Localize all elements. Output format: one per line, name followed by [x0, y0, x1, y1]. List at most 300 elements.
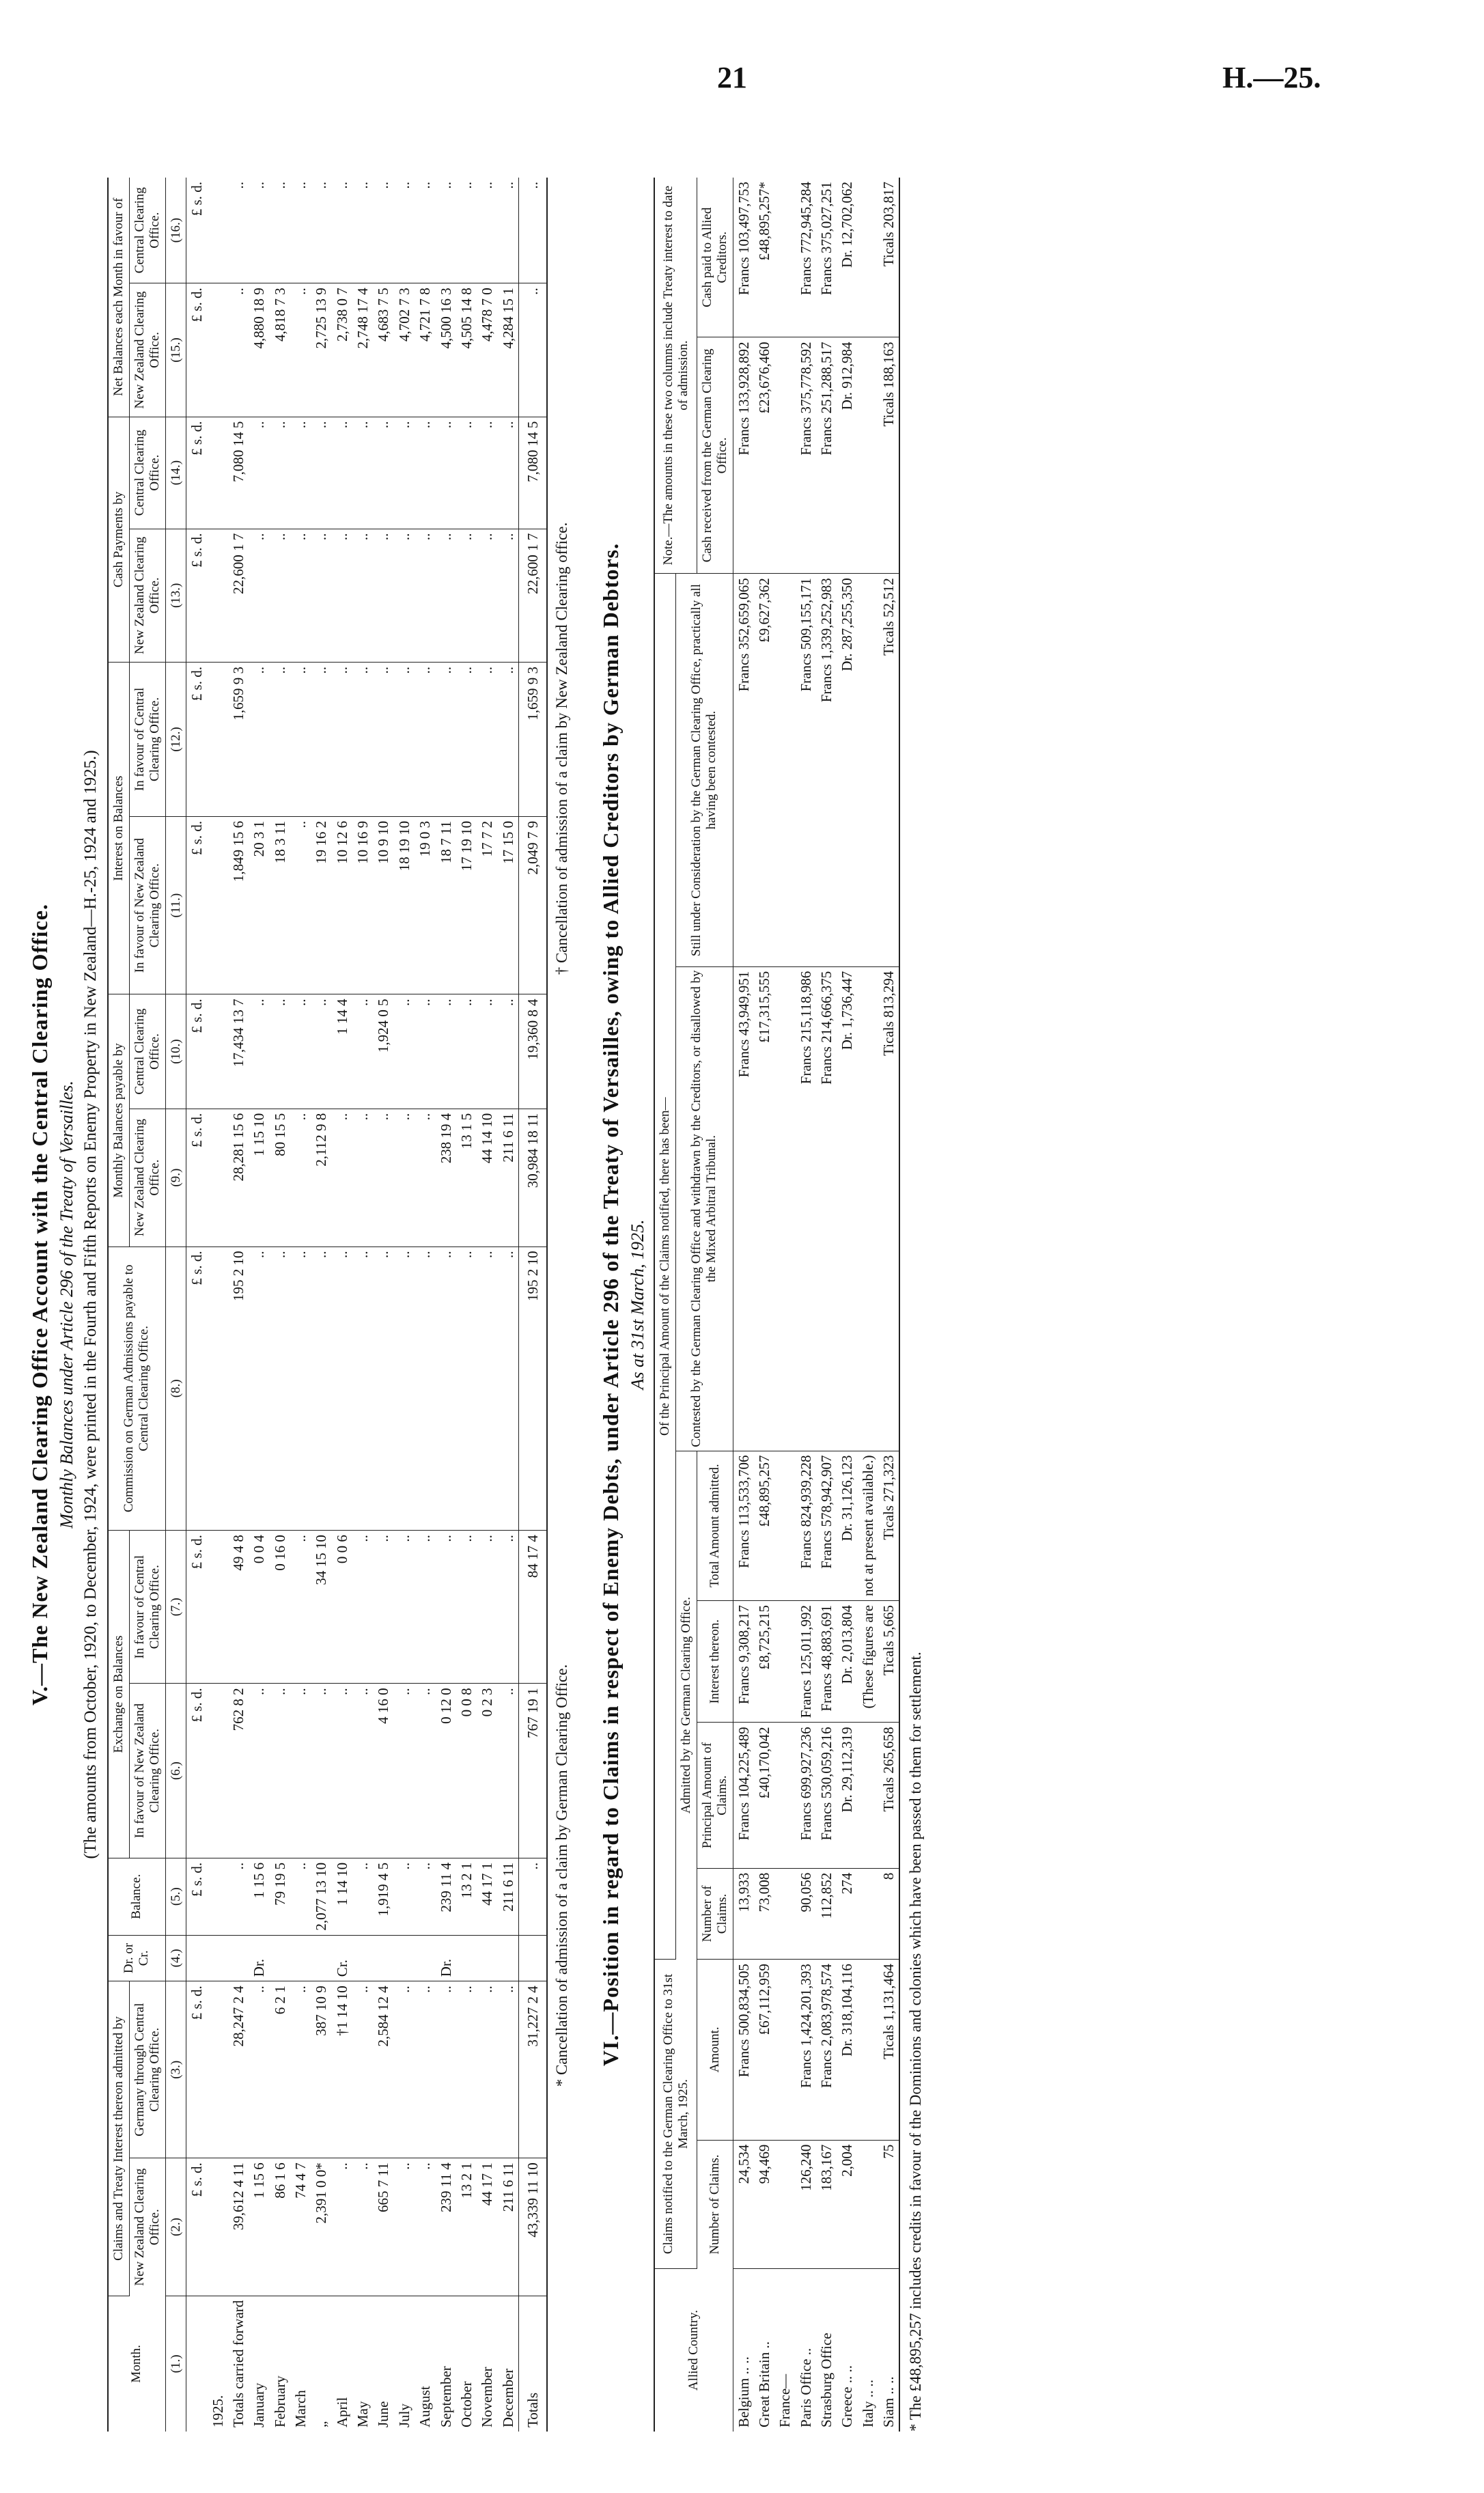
amount-cell: 19 16 2 [311, 816, 331, 994]
amount-cell: .. [311, 663, 331, 817]
total-cell: 22,600 1 7 [518, 529, 547, 662]
paid-cell: £48,895,257* [754, 178, 774, 337]
amount-cell: 44 17 1 [477, 2158, 497, 2296]
total-cell [518, 1935, 547, 1981]
contested-cell [858, 966, 878, 1451]
amount-cell: .. [332, 1684, 352, 1858]
amount-cell: .. [436, 529, 456, 662]
col-number-14: (14.) [165, 417, 186, 529]
amount-cell: 4,721 7 8 [415, 283, 435, 417]
amount-cell: 49 4 8 [228, 1531, 249, 1684]
amount-cell: .. [373, 1109, 393, 1246]
amount-cell [477, 1935, 497, 1981]
net-group-header: Net Balances each Month in favour of [108, 178, 129, 417]
table-row [796, 178, 816, 2432]
adm-num-cell [774, 1868, 795, 1959]
col-month-header: Month. [108, 2296, 165, 2432]
amount-cell: .. [311, 994, 331, 1109]
amount-cell: .. [415, 178, 435, 283]
amount-cell: 86 1 6 [270, 2158, 290, 2296]
amount-cell: .. [249, 529, 269, 662]
unit-cell: £ s. d. [186, 994, 208, 1109]
amount-cell: 20 3 1 [249, 816, 269, 994]
amount-cell: .. [477, 1981, 497, 2158]
amount-cell: 1,919 4 5 [373, 1858, 393, 1935]
col-number-10: (10.) [165, 994, 186, 1109]
paid-cell: Francs 375,027,251 [816, 178, 837, 337]
amount-cell: Dr. [249, 1935, 269, 1981]
col-drcr-header: Dr. or Cr. [108, 1935, 165, 1981]
month-cell: January [251, 2382, 268, 2427]
col-10-header: Central Clearing Office. [129, 994, 165, 1109]
amount-cell: 2,077 13 10 [311, 1858, 331, 1935]
amount-cell: .. [498, 663, 519, 817]
amount-cell: 4,500 16 3 [436, 283, 456, 417]
amount-cell: .. [477, 178, 497, 283]
amount-cell: .. [311, 529, 331, 662]
total-cell: Francs 113,533,706 [733, 1451, 754, 1600]
col-9-header: New Zealand Clearing Office. [129, 1109, 165, 1246]
month-cell: Totals carried forward [230, 2300, 247, 2427]
col-number-3: (3.) [165, 1981, 186, 2158]
amount-cell: .. [456, 994, 477, 1109]
col-number-2: (2.) [165, 2158, 186, 2296]
amount-cell [208, 1246, 228, 1531]
paid-cell: Ticals 203,817 [878, 178, 899, 337]
total-cell: 2,049 7 9 [518, 816, 547, 994]
amount-cell: .. [477, 994, 497, 1109]
amount-cell: .. [228, 1858, 249, 1935]
amount-cell: 2,738 0 7 [332, 283, 352, 417]
section5-title: V.—The New Zealand Clearing Office Account with the Central Clearing Office. [27, 904, 52, 1705]
amount-cell: .. [249, 1981, 269, 2158]
unit-cell: £ s. d. [186, 529, 208, 662]
interest-cell: (These figures are [858, 1600, 878, 1722]
total-cell: not at present available.) [858, 1451, 878, 1600]
amount-cell: 17 15 0 [498, 816, 519, 994]
amount-cell: .. [270, 663, 290, 817]
num-cell: 183,167 [816, 2140, 837, 2268]
amount-cell: 13 1 5 [456, 1109, 477, 1246]
total-cell: £48,895,257 [754, 1451, 774, 1600]
amount-cell: .. [249, 663, 269, 817]
amount-cell: 1 14 10 [332, 1858, 352, 1935]
amount-cell: 34 15 10 [311, 1531, 331, 1684]
num-cell: 94,469 [754, 2140, 774, 2268]
amount-cell: 17 7 2 [477, 816, 497, 994]
amount-cell: 7,080 14 5 [228, 417, 249, 529]
amount-cell: 1,924 0 5 [373, 994, 393, 1109]
section5-subtitle: Monthly Balances under Article 296 of the Treaty of Versailles. [57, 1081, 76, 1529]
interest-cell: Francs 125,011,992 [796, 1600, 816, 1722]
unit-cell: £ s. d. [186, 2158, 208, 2296]
received-cell: Francs 375,778,592 [796, 337, 816, 574]
page-number: 21 [717, 61, 747, 94]
amount-cell: .. [249, 178, 269, 283]
amount-cell: .. [270, 178, 290, 283]
total-cell: Ticals 271,323 [878, 1451, 899, 1600]
section6-footnote: * The £48,895,257 includes credits in favour of the Dominions and colonies which have been passed to them for settlement. [907, 1652, 925, 2432]
adm-num-cell: 274 [837, 1868, 857, 1959]
country-cell: Greece .. .. [839, 2365, 856, 2427]
table-row [352, 178, 373, 2432]
amount-cell: .. [311, 417, 331, 529]
interest-cell: Francs 48,883,691 [816, 1600, 837, 1722]
amount-cell: 0 0 4 [249, 1531, 269, 1684]
paid-cell: Francs 103,497,753 [733, 178, 754, 337]
interest-cell: Francs 9,308,217 [733, 1600, 754, 1722]
amount-cell: .. [290, 529, 311, 662]
num-cell: 126,240 [796, 2140, 816, 2268]
amount-cell: .. [394, 1109, 415, 1246]
adm-num-cell: 73,008 [754, 1868, 774, 1959]
amount-cell [208, 663, 228, 817]
amount-cell: .. [332, 663, 352, 817]
col-number-12: (12.) [165, 663, 186, 817]
country-cell: Italy .. .. [859, 2380, 876, 2427]
amount-cell: .. [352, 1246, 373, 1531]
amount-cell: 17 19 10 [456, 816, 477, 994]
received-cell: Francs 251,288,517 [816, 337, 837, 574]
amount-cell: .. [498, 178, 519, 283]
still-cell: Francs 509,155,171 [796, 574, 816, 966]
amount-cell: 79 19 5 [270, 1858, 290, 1935]
section6-date: As at 31st March, 1925. [628, 1219, 648, 1390]
adm-num-cell [858, 1868, 878, 1959]
amount-cell: .. [498, 417, 519, 529]
number-header: Number of Claims. [697, 2140, 733, 2268]
table-row [249, 178, 269, 2432]
amount-cell: .. [394, 1246, 415, 1531]
total-cell: 31,227 2 4 [518, 1981, 547, 2158]
col-2-header: New Zealand Clearing Office. [129, 2158, 165, 2296]
col-commission-header: Commission on German Admissions payable to Central Clearing Office. [108, 1246, 165, 1531]
amount-cell: 4,702 7 3 [394, 283, 415, 417]
contested-cell: £17,315,555 [754, 966, 774, 1451]
total-cell: 7,080 14 5 [518, 417, 547, 529]
col-7-header: In favour of Central Clearing Office. [129, 1531, 165, 1684]
received-cell: Ticals 188,163 [878, 337, 899, 574]
amount-cell: 211 6 11 [498, 1858, 519, 1935]
amount-cell: .. [394, 994, 415, 1109]
table-row [311, 178, 331, 2432]
interest-header: Interest thereon. [697, 1600, 733, 1722]
contested-cell [774, 966, 795, 1451]
amount-cell: .. [352, 1858, 373, 1935]
amount-cell: 1,659 9 3 [228, 663, 249, 817]
amount-cell: .. [332, 2158, 352, 2296]
amount-cell: .. [415, 1531, 435, 1684]
unit-cell [186, 1935, 208, 1981]
amount-cell [394, 1935, 415, 1981]
still-under-header: Still under Consideration by the German Clearing Office, practically all having been contested. [676, 574, 733, 966]
amount-cell: .. [394, 1531, 415, 1684]
amount-cell: .. [373, 417, 393, 529]
table-row [733, 178, 754, 2432]
total-cell: 767 19 1 [518, 1684, 547, 1858]
amount-cell: .. [498, 1684, 519, 1858]
table-row [837, 178, 857, 2432]
amount-cell: .. [394, 663, 415, 817]
amount-cell: 2,725 13 9 [311, 283, 331, 417]
amount-cell: 239 11 4 [436, 2158, 456, 2296]
still-cell: Francs 1,339,252,983 [816, 574, 837, 966]
still-cell: Ticals 52,512 [878, 574, 899, 966]
amount-cell: 4,880 18 9 [249, 283, 269, 417]
amount-cell: .. [270, 529, 290, 662]
amount-cell [208, 1531, 228, 1684]
col-15-header: New Zealand Clearing Office. [129, 283, 165, 417]
amount-cell: .. [456, 417, 477, 529]
amount-cell: .. [373, 1246, 393, 1531]
month-cell: August [417, 2386, 434, 2427]
unit-cell: £ s. d. [186, 417, 208, 529]
amount-cell [208, 2158, 228, 2296]
total-cell: .. [518, 1858, 547, 1935]
amount-cell: .. [373, 178, 393, 283]
amount-cell: .. [290, 1109, 311, 1246]
amount-cell: .. [498, 1246, 519, 1531]
paid-cell [858, 178, 878, 337]
amount-cell [208, 1109, 228, 1246]
month-cell: June [375, 2401, 392, 2427]
amount-cell: 10 12 6 [332, 816, 352, 994]
amount-cell: .. [352, 2158, 373, 2296]
amount-header: Amount. [697, 1960, 733, 2141]
table-row [270, 178, 290, 2432]
amount-cell: 239 11 4 [436, 1858, 456, 1935]
principal-cell [858, 1723, 878, 1868]
unit-cell: £ s. d. [186, 816, 208, 994]
amount-cell: .. [290, 1684, 311, 1858]
amount-cell: .. [415, 417, 435, 529]
amount-cell: 18 7 11 [436, 816, 456, 994]
amount-cell: 1 15 6 [249, 1858, 269, 1935]
unit-cell: £ s. d. [186, 1531, 208, 1684]
total-cell: 195 2 10 [518, 1246, 547, 1531]
amount-cell: .. [415, 663, 435, 817]
amount-cell: .. [290, 1531, 311, 1684]
interest-cell: £8,725,215 [754, 1600, 774, 1722]
adm-principal-header: Principal Amount of Claims. [697, 1723, 733, 1868]
col-number-8: (8.) [165, 1246, 186, 1531]
amount-cell: .. [311, 178, 331, 283]
table-row [456, 178, 477, 2432]
amount-cell [208, 529, 228, 662]
amount-cell: 22,600 1 7 [228, 529, 249, 662]
paid-cell: Dr. 12,702,062 [837, 178, 857, 337]
table-row [228, 178, 249, 2432]
amount-cell: 2,748 17 4 [352, 283, 373, 417]
total-cell: .. [518, 283, 547, 417]
amount-cell: .. [352, 663, 373, 817]
num-cell [858, 2140, 878, 2268]
principal-group-header: Of the Principal Amount of the Claims notified, there has been— [654, 574, 675, 1960]
amount-cell: 211 6 11 [498, 1109, 519, 1246]
adm-num-cell: 13,933 [733, 1868, 754, 1959]
amount-cell [311, 1935, 331, 1981]
amount-cell: 1,849 15 6 [228, 816, 249, 994]
amount-cell: .. [373, 1531, 393, 1684]
amount-cell: .. [477, 417, 497, 529]
amount-cell: £67,112,959 [754, 1960, 774, 2141]
received-cell: Dr. 912,984 [837, 337, 857, 574]
principal-cell: Ticals 265,658 [878, 1723, 899, 1868]
amount-cell: .. [436, 663, 456, 817]
enemy-debts-table [654, 178, 900, 2432]
principal-cell: Francs 699,927,236 [796, 1723, 816, 1868]
table-row [290, 178, 311, 2432]
amount-cell: .. [394, 178, 415, 283]
amount-cell [208, 1935, 228, 1981]
clearing-account-table [107, 178, 548, 2432]
month-cell: December [499, 2368, 516, 2427]
col-14-header: Central Clearing Office. [129, 417, 165, 529]
country-cell: Strasburg Office [817, 2332, 835, 2427]
month-cell: 1925. [209, 2395, 226, 2427]
amount-cell: †1 14 10 [332, 1981, 352, 2158]
totals-label: Totals [518, 2296, 547, 2432]
amount-cell: Ticals 1,131,464 [878, 1960, 899, 2141]
unit-cell: £ s. d. [186, 1246, 208, 1531]
col-number-15: (15.) [165, 283, 186, 417]
amount-cell: .. [415, 994, 435, 1109]
amount-cell: .. [290, 1858, 311, 1935]
section6-title: VI.—Position in regard to Claims in respect of Enemy Debts, under Article 296 of the Treaty of Versailles, owing to Allied Creditors by German Debtors. [598, 542, 624, 2067]
unit-cell: £ s. d. [186, 1684, 208, 1858]
amount-cell: 28,247 2 4 [228, 1981, 249, 2158]
unit-cell: £ s. d. [186, 1858, 208, 1935]
amount-cell: .. [373, 529, 393, 662]
contested-cell: Francs 215,118,986 [796, 966, 816, 1451]
country-cell: Great Britain .. [755, 2341, 772, 2427]
amount-cell: 6 2 1 [270, 1981, 290, 2158]
document-reference: H.—25. [1222, 61, 1321, 94]
amount-cell: .. [456, 529, 477, 662]
amount-cell: 0 12 0 [436, 1684, 456, 1858]
unit-cell: £ s. d. [186, 1109, 208, 1246]
amount-cell: 2,391 0 0* [311, 2158, 331, 2296]
adm-num-cell: 8 [878, 1868, 899, 1959]
amount-cell [498, 1935, 519, 1981]
amount-cell: 80 15 5 [270, 1109, 290, 1246]
amount-cell: 195 2 10 [228, 1246, 249, 1531]
month-cell: March [292, 2390, 309, 2427]
cash-paid-header: Cash paid to Allied Creditors. [697, 178, 733, 337]
amount-cell: .. [290, 283, 311, 417]
amount-cell: .. [290, 178, 311, 283]
interest-cell: Ticals 5,665 [878, 1600, 899, 1722]
amount-cell [352, 1935, 373, 1981]
contested-header: Contested by the German Clearing Office and withdrawn by the Creditors, or disallowed by the Mixed Arbitral Tribunal. [676, 966, 733, 1451]
amount-cell: Francs 2,083,978,574 [816, 1960, 837, 2141]
amount-cell: .. [228, 178, 249, 283]
amount-cell: 2,112 9 8 [311, 1109, 331, 1246]
amount-cell: .. [352, 417, 373, 529]
amount-cell: 10 9 10 [373, 816, 393, 994]
month-cell: February [271, 2376, 288, 2427]
amount-cell: Dr. [436, 1935, 456, 1981]
section5-footnotes [553, 178, 571, 2432]
amount-cell: .. [270, 1684, 290, 1858]
total-cell: Francs 578,942,907 [816, 1451, 837, 1600]
amount-cell: .. [415, 529, 435, 662]
table-row [208, 178, 228, 2432]
amount-cell [208, 994, 228, 1109]
amount-cell: .. [290, 417, 311, 529]
amount-cell: .. [352, 178, 373, 283]
interest-group-header: Interest on Balances [108, 663, 129, 994]
num-cell: 24,534 [733, 2140, 754, 2268]
amount-cell: 13 2 1 [456, 1858, 477, 1935]
principal-cell: Francs 530,059,216 [816, 1723, 837, 1868]
amount-cell: 665 7 11 [373, 2158, 393, 2296]
table-row [477, 178, 497, 2432]
still-cell: Dr. 287,255,350 [837, 574, 857, 966]
total-cell: 84 17 4 [518, 1531, 547, 1684]
principal-cell: Francs 104,225,489 [733, 1723, 754, 1868]
adm-num-cell: 90,056 [796, 1868, 816, 1959]
amount-cell: .. [498, 529, 519, 662]
month-cell: „ [313, 2421, 330, 2427]
amount-cell: .. [352, 994, 373, 1109]
admitted-group-header: Admitted by the German Clearing Office. [676, 1451, 697, 1960]
amount-cell: 1 15 6 [249, 2158, 269, 2296]
amount-cell: Francs 1,424,201,393 [796, 1960, 816, 2141]
col-number-11: (11.) [165, 816, 186, 994]
still-cell [774, 574, 795, 966]
cash-received-header: Cash received from the German Clearing Office. [697, 337, 733, 574]
total-cell: 43,339 11 10 [518, 2158, 547, 2296]
col-number-1: (1.) [165, 2296, 186, 2432]
unit-cell [186, 2296, 208, 2432]
amount-cell: 74 4 7 [290, 2158, 311, 2296]
country-cell: Siam .. .. [878, 2269, 899, 2432]
amount-cell: .. [394, 417, 415, 529]
amount-cell: .. [290, 994, 311, 1109]
amount-cell: .. [352, 1109, 373, 1246]
still-cell [858, 574, 878, 966]
amount-cell: .. [352, 1684, 373, 1858]
table-row [774, 178, 795, 2432]
country-cell: Belgium .. .. [735, 2356, 752, 2427]
amount-cell: .. [498, 1981, 519, 2158]
amount-cell: .. [415, 1246, 435, 1531]
month-cell: May [354, 2401, 372, 2427]
interest-cell: Dr. 2,013,804 [837, 1600, 857, 1722]
col-6-header: In favour of New Zealand Clearing Office. [129, 1684, 165, 1858]
month-cell: July [395, 2403, 412, 2427]
amount-cell [858, 1960, 878, 2141]
amount-cell: .. [290, 1246, 311, 1531]
amount-cell: .. [352, 529, 373, 662]
amount-cell: Francs 500,834,505 [733, 1960, 754, 2141]
table-row [878, 178, 899, 2432]
amount-cell: 762 8 2 [228, 1684, 249, 1858]
contested-cell: Francs 214,666,375 [816, 966, 837, 1451]
total-cell: 19,360 8 4 [518, 994, 547, 1109]
unit-cell: £ s. d. [186, 178, 208, 283]
table-row [498, 178, 519, 2432]
contested-cell: Ticals 813,294 [878, 966, 899, 1451]
amount-cell: .. [228, 283, 249, 417]
amount-cell: .. [394, 2158, 415, 2296]
amount-cell: .. [311, 1684, 331, 1858]
amount-cell: .. [436, 1981, 456, 2158]
paid-cell [774, 178, 795, 337]
amount-cell: .. [394, 529, 415, 662]
amount-cell: 4,818 7 3 [270, 283, 290, 417]
